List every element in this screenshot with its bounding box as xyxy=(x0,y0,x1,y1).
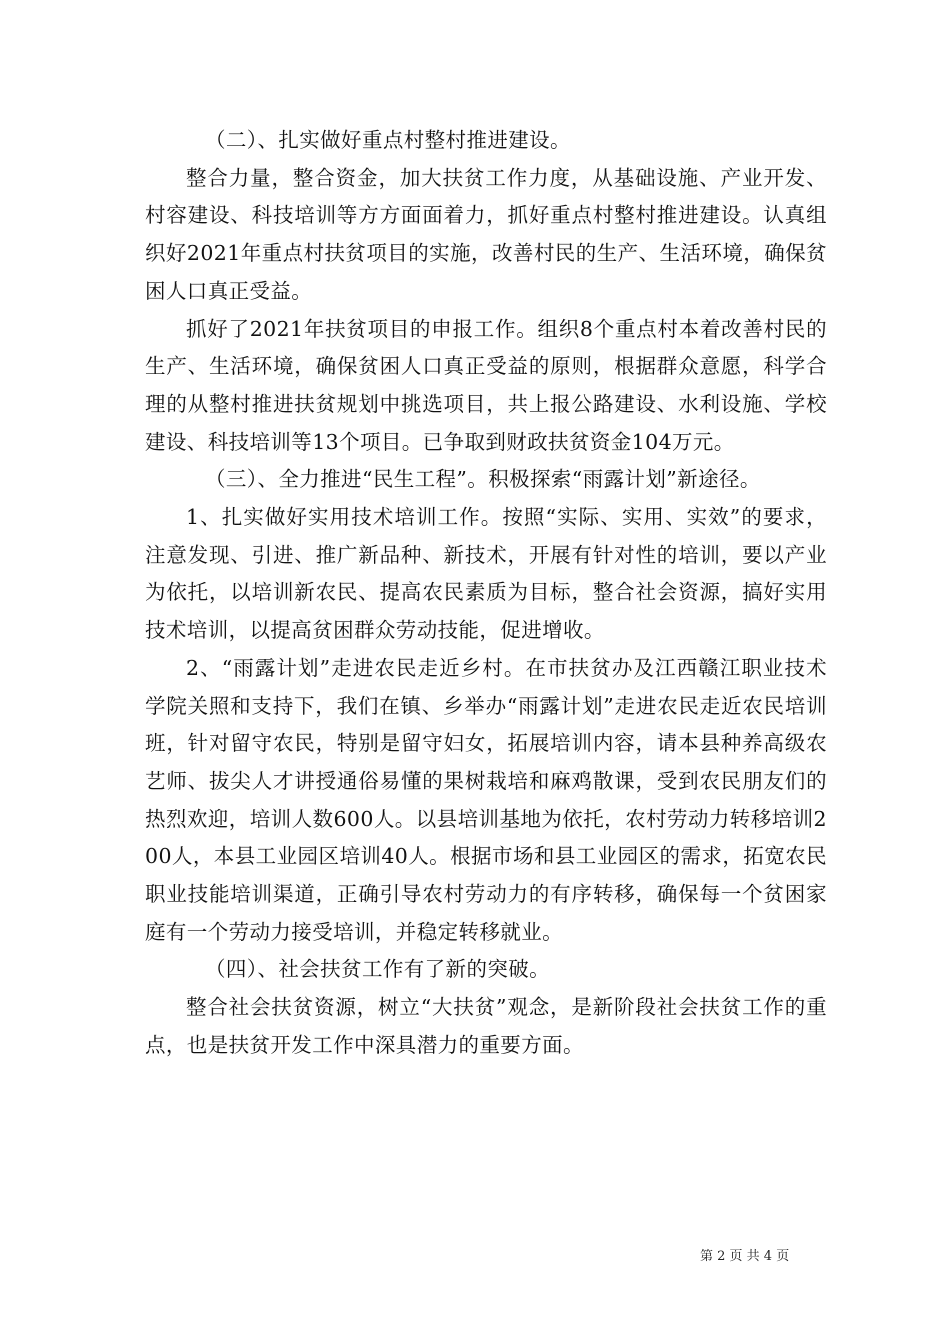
section-heading-3: （三）、全力推进“民生工程”。积极探索“雨露计划”新途径。 xyxy=(205,467,761,492)
paragraph: 抓好了2021年扶贫项目的申报工作。组织8个重点村本着改善村民的生产、生活环境，确保贫困人口真正受益的原则，根据群众意愿，科学合理的从整村推进扶贫规划中挑选项目，共上报公路建设、水利设施、学校建设、科技培训等13个项目。已争取到财政扶贫资金104万元。 xyxy=(145,316,827,454)
paragraph: 整合社会扶贫资源，树立“大扶贫”观念，是新阶段社会扶贫工作的重点，也是扶贫开发工作中深具潜力的重要方面。 xyxy=(145,995,827,1057)
paragraph: 1、扎实做好实用技术培训工作。按照“实际、实用、实效”的要求，注意发现、引进、推广新品种、新技术，开展有针对性的培训，要以产业为依托，以培训新农民、提高农民素质为目标，整合社会资源，搞好实用技术培训，以提高贫困群众劳动技能，促进增收。 xyxy=(145,505,827,643)
paragraph: 2、“雨露计划”走进农民走近乡村。在市扶贫办及江西赣江职业技术学院关照和支持下，我们在镇、乡举办“雨露计划”走进农民走近农民培训班，针对留守农民，特别是留守妇女，拓展培训内容，请本县种养高级农艺师、拔尖人才讲授通俗易懂的果树栽培和麻鸡散课，受到农民朋友们的热烈欢迎，培训人数600人。以县培训基地为依托，农村劳动力转移培训200人，本县工业园区培训40人。根据市场和县工业园区的需求，拓宽农民职业技能培训渠道，正确引导农村劳动力的有序转移，确保每一个贫困家庭有一个劳动力接受培训，并稳定转移就业。 xyxy=(145,655,827,944)
section-heading-4: （四）、社会扶贫工作有了新的突破。 xyxy=(205,957,551,982)
page-number-footer: 第 2 页 共 4 页 xyxy=(700,1249,790,1264)
paragraph: 整合力量，整合资金，加大扶贫工作力度，从基础设施、产业开发、村容建设、科技培训等方方面面着力，抓好重点村整村推进建设。认真组织好2021年重点村扶贫项目的实施，改善村民的生产、生活环境，确保贫困人口真正受益。 xyxy=(145,165,827,303)
document-body xyxy=(145,122,827,1065)
section-heading-2: （二）、扎实做好重点村整村推进建设。 xyxy=(205,128,571,152)
